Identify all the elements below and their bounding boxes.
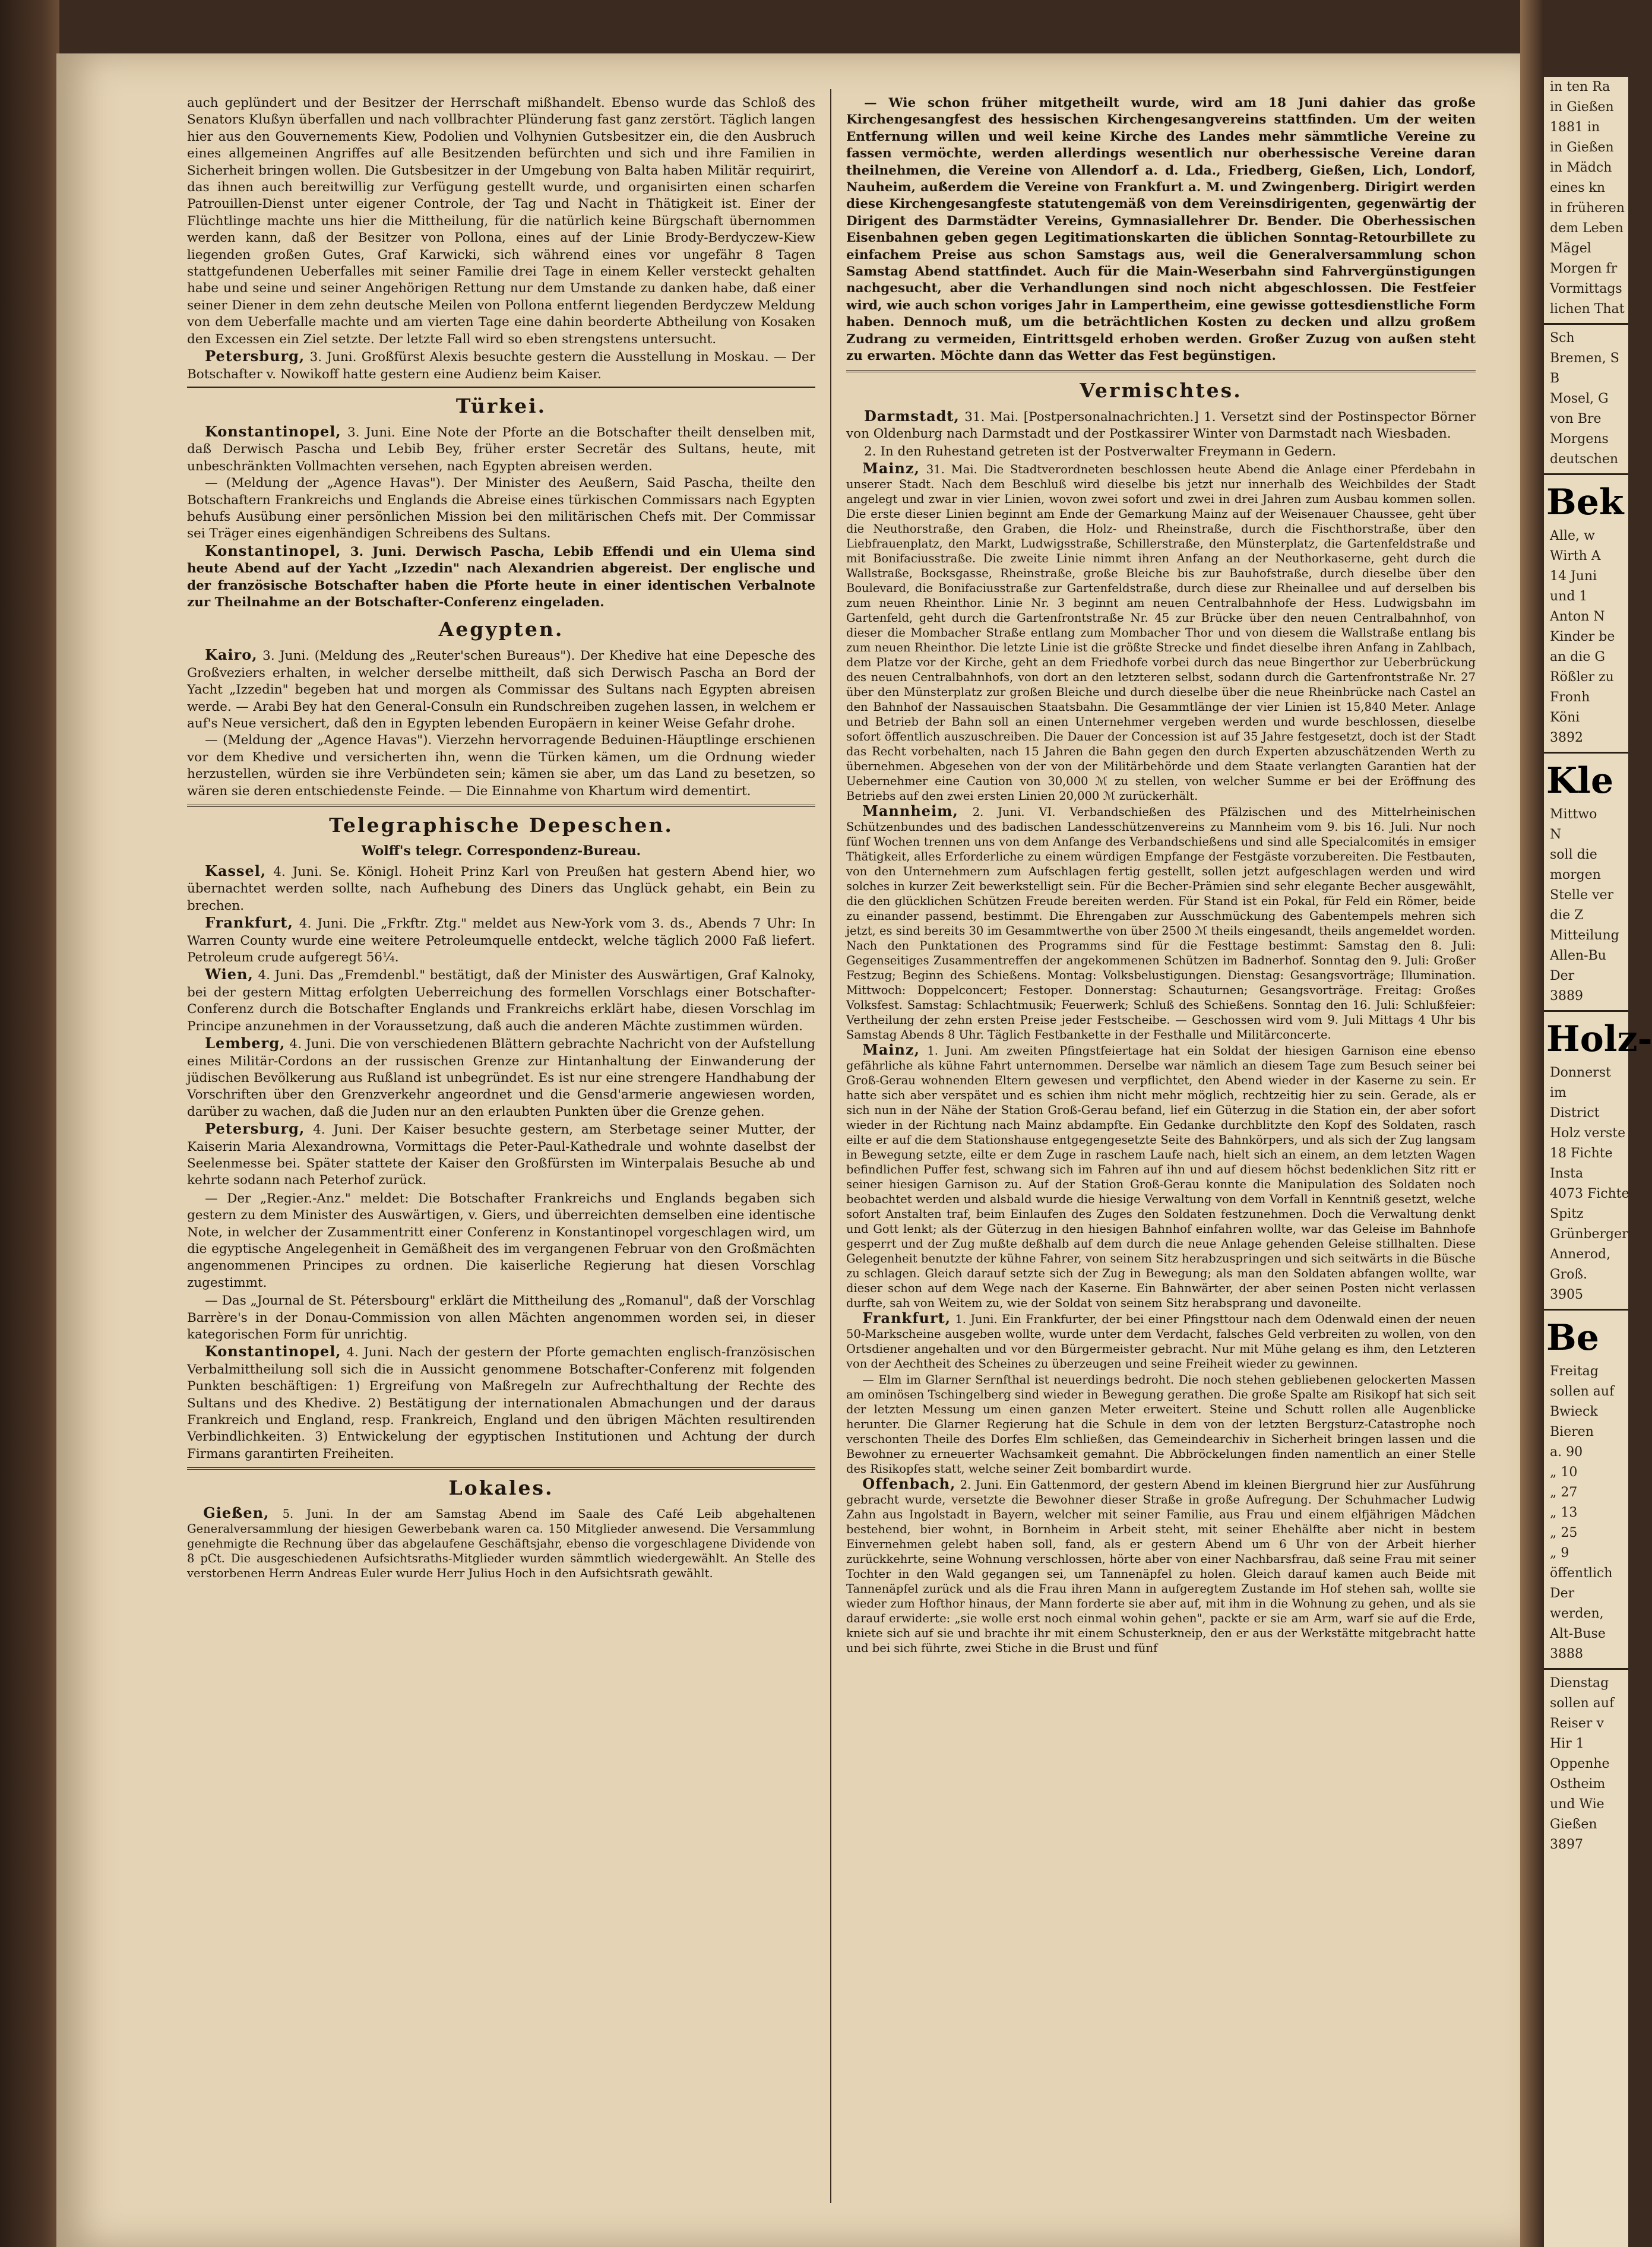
news-text: 2. Juni. VI. Verbandschießen des Pfälzischen und des Mittelrheinischen Schützenbundes und des badischen Landesschützenvereins zu Mannheim vom 9. bis 16. Juli. Nur noch fünf Wochen trennen uns von dem Anfange des Verbandschießens und sind alle Specialcomités in emsiger Thätigkeit, alles Erforderliche zu einem würdigen Empfange der Festgäste vorzubereiten. Die Festbauten, von den Unternehmern zum Aufschlagen fertig gestellt, sollen jetzt aufgeschlagen werden und wird solches in kurzer Zeit bewerkstelligt sein. Für die Becher-Prämien sind sehr elegante Becher ausgewählt, die den glücklichen Schützen Freude bereiten werden. Für Stand ist ein Pokal, für Feld ein Römer, beide zu einander passend, bestimmt. Die Ehrengaben zur Ausschmückung des Gabentempels mehren sich jetzt, es sind bereits 30 im Gesammtwerthe von über 2500 ℳ theils eingesandt, theils angemeldet worden. Nach den Punktationen des Programms sind für die Festtage bestimmt: Samstag den 8. Juli: Gegenseitiges Zusammentreffen der angekommenen Schützen im Badnerhof. Sonntag den 9. Juli: Großer Festzug; Beginn des Schießens. Montag: Volksbelustigungen. Dienstag: Gesangsvorträge; Illumination. Mittwoch: Doppelconcert; Festoper. Donnerstag: Schauturnen; Gesangsvorträge. Freitag: Großes Volksfest. Samstag: Schlachtmusik; Feuerwerk; Schluß des Schießens. Sonntag den 16. Juli: Schlußfeier: Vertheilung der zehn ersten Preise jeder Festscheibe. — Geschossen wird vom 9. Juli Mittags 4 Uhr bis Samstag Abends 8 Uhr. Täglich Festbankette in der Festhalle und Militärconcerte. <box>846 805 1476 1042</box>
fragment-heading: Holz- <box>1546 1018 1652 1060</box>
fragment-line: Ostheim <box>1550 1777 1606 1792</box>
news-text: 4. Juni. Se. Königl. Hoheit Prinz Karl von Preußen hat gestern Abend hier, wo übernachtet werden sollte, nach Aufhebung des Diners das Unglück gehabt, ein Bein zu brechen. <box>187 865 815 913</box>
news-text: 4. Juni. Der Kaiser besuchte gestern, am Sterbetage seiner Mutter, der Kaiserin Maria Alexandrowna, Vormittags die Peter-Paul-Kathedrale und wohnte daselbst der Seelenmesse bei. Später stattete der Kaiser den Großfürsten im Winterpalais Besuche ab und kehrte sodann nach Peterhof zurück. <box>187 1122 815 1188</box>
news-item <box>846 803 1476 1042</box>
news-item <box>187 1189 815 1292</box>
fragment-line: Reiser v <box>1550 1716 1604 1731</box>
news-text: 1. Juni. Am zweiten Pfingstfeiertage hat ein Soldat der hiesigen Garnison eine ebenso gefährliche als kühne Fahrt unternommen. Derselbe war nämlich an diesem Tage zum Besuch seiner bei Groß-Gerau wohnenden Eltern gewesen und verpflichtet, den Abend wieder in der Kaserne zu sein. Er hatte sich aber verspätet und es schien ihm nicht mehr möglich, rechtzeitig hier zu sein. Gerade, als er sich nun in der Nähe der Station Groß-Gerau befand, lief ein Güterzug in die Station ein, der aber sofort wieder in der Richtung nach Mainz abdampfte. Ein Gedanke durchblitzte den Kopf des Soldaten, rasch eilte er auf die dem Stationshause entgegengesetzte Seite des Bahnkörpers, und als sich der Zug langsam in Bewegung setzte, eilte er dem Zuge in raschem Laufe nach, hielt sich an einem, an dem letzten Wagen befindlichen Puffer fest, schwang sich im Fahren auf ihn und auf diesem höchst bedenklichen Sitz ritt er seiner hiesigen Garnison zu. Auf der Station Groß-Gerau konnte die Manipulation des Soldaten noch beobachtet werden und alsbald wurde die hiesige Verwaltung von dem Vorfall in Kenntniß gesetzt, welche sofort Anstalten traf, beim Einlaufen des Zuges den Soldaten festzunehmen. Doch die Verwaltung denkt und Gott lenkt; als der Güterzug in den hiesigen Bahnhof einfahren wollte, war das Geleise im Bahnhofe gesperrt und der Zug mußte deßhalb auf dem durch die neue Anlage gehenden Geleise stillhalten. Diese Gelegenheit benutzte der kühne Fahrer, von seinem Sitz herabzuspringen und sich seitwärts in die Büsche zu schlagen. Gleich darauf setzte sich der Zug in Bewegung; als man den Soldaten abfangen wollte, war dieser schon auf dem Wege nach der Kaserne. Ein Bahnwärter, der aber seinen Posten nicht verlassen durfte, sah von Weitem zu, wie der Soldat von seinem Sitz herabsprang und davoneilte. <box>846 1043 1476 1310</box>
news-item-bold <box>187 543 815 612</box>
right-column <box>846 95 1476 1656</box>
section-heading-telegraphische: Telegraphische Depeschen. <box>329 814 673 837</box>
fragment-line: sollen auf <box>1550 1696 1615 1711</box>
news-text: 4. Juni. Die von verschiedenen Blättern gebrachte Nachricht von der Aufstellung eines Militär-Cordons an der russischen Grenze zur Hintanhaltung der Einwanderung der jüdischen Bevölkerung aus Rußland ist unbegründet. Es ist nur eine strengere Handhabung der Vorschriften über den Grenzverkehr angeordnet und die Gensd'armerie angewiesen worden, darüber zu wachen, daß die Juden nur an den erlaubten Punkten über die Grenze gehen. <box>187 1037 815 1119</box>
section-rule <box>187 805 815 807</box>
dateline-place: Konstantinopel, <box>205 1343 341 1360</box>
fragment-line: „ 9 <box>1550 1546 1569 1561</box>
fragment-line: Gießen <box>1550 1817 1597 1832</box>
fragment-line: Alle, w <box>1550 528 1595 543</box>
fragment-line: Der <box>1550 1586 1575 1601</box>
section-rule <box>846 370 1476 372</box>
fragment-rule <box>1544 752 1628 754</box>
fragment-line: Alt-Buse <box>1550 1626 1606 1641</box>
news-text: 3. Juni. Derwisch Pascha, Lebib Effendi und ein Ulema sind heute Abend auf der Yacht „Izzedin" nach Alexandrien abgereist. Der englische und der französische Botschafter haben die Pforte heute in einer identischen Verbalnote zur Theilnahme an der Botschafter-Conferenz eingeladen. <box>187 544 815 610</box>
news-text: 31. Mai. Die Stadtverordneten beschlossen heute Abend die Anlage einer Pferdebahn in unserer Stadt. Nach dem Beschluß wird dieselbe bis jetzt nur innerhalb des Weichbildes der Stadt angelegt und zwar in vier Linien, wovon zwei sofort und zwei in drei Jahren zum Ausbau kommen sollen. Die erste dieser Linien beginnt am Ende der Gemarkung Mainz auf der Weisenauer Chaussee, geht über die Neuthorstraße, den Graben, die Holz- und Rheinstraße, durch die Fischthorstraße, über den Liebfrauenplatz, den Markt, Ludwigsstraße, Schillerstraße, den Münsterplatz, die Gartenfeldstraße und mit Bonifaciusstraße. Die zweite Linie nimmt ihren Anfang an der Neuthorkaserne, geht durch die Wallstraße, Bocksgasse, Rheinstraße, große Bleiche bis zur Bauhofstraße, durch dieselbe über den Boulevard, die Bonifaciusstraße zur Gartenfeldstraße, durch diese zur Rheinallee und auf derselben bis zum neuen Rheinthor. Linie Nr. 3 beginnt am neuen Centralbahnhofe der Hess. Ludwigsbahn im Gartenfeld, geht durch die Gartenfrontstraße Nr. 45 zur Brücke über den neuen Centralbahnhof, von dieser die Mombacher Straße entlang zum Mombacher Thor und von diesem die Wallstraße entlang bis zum neuen Rheinthor. Die letzte Linie ist die größte Strecke und findet dieselbe ihren Anfang in Zahlbach, dem Platze vor der Kirche, geht an dem Friedhofe vorbei durch das neue Bingerthor zur Ueberbrückung des neuen Centralbahnhofs, von dort an den letzteren selbst, sodann durch die Gartenfrontstraße Nr. 27 über den Münsterplatz zur großen Bleiche und durch dieselbe über die neue Rheinbrücke nach Castel an den Bahnhof der Nassauischen Staatsbahn. Die Gesammtlänge der vier Linien ist 15,840 Meter. Anlage und Betrieb der Bahn soll an einen Unternehmer vergeben werden und wurde beschlossen, dieselbe sofort öffentlich auszuschreiben. Die Dauer der Concession ist auf 35 Jahre festgesetzt, doch ist der Stadt das Recht vorbehalten, nach 15 Jahren die Bahn gegen den durch Experten abzuschätzenden Werth zu übernehmen. Abgesehen von der von der Militärbehörde und dem Staate verlangten Garantien hat der Uebernehmer eine Caution von 30,000 ℳ zu stellen, von welcher Summe er bei der Eröffnung des Betriebs auf den zwei ersten Linien 20,000 ℳ zurückerhält. <box>846 462 1476 803</box>
fragment-line: Hir 1 <box>1550 1736 1584 1751</box>
fragment-line: Mägel <box>1550 241 1591 256</box>
fragment-line: Sch <box>1550 331 1575 346</box>
fragment-line: soll die <box>1550 847 1597 862</box>
fragment-line: B <box>1550 371 1560 386</box>
news-text: 3. Juni. Eine Note der Pforte an die Botschafter theilt denselben mit, daß Derwisch Pascha und Lebib Bey, früher erster Secretär des Sultans, heute, mit unbeschränkten Vollmachten versehen, nach Egypten abreisen werden. <box>187 425 815 474</box>
fragment-number: 3897 <box>1550 1837 1583 1852</box>
news-item <box>187 1505 815 1581</box>
fragment-line: Dienstag <box>1550 1676 1609 1691</box>
fragment-line: in Mädch <box>1550 160 1612 175</box>
news-item <box>187 1343 815 1463</box>
dateline-place: Darmstadt, <box>864 407 960 425</box>
fragment-line: a. 90 <box>1550 1445 1583 1460</box>
fragment-line: Der <box>1550 969 1575 983</box>
fragment-rule <box>1544 1309 1628 1311</box>
fragment-line: von Bre <box>1550 412 1602 426</box>
dateline-place: Kairo, <box>205 646 258 664</box>
news-text: 2. Juni. Ein Gattenmord, der gestern Abend im kleinen Biergrund hier zur Ausführung gebracht wurde, versetzte die Bewohner dieser Straße in große Aufregung. Der Schuhmacher Ludwig Zahn aus Ingolstadt in Bayern, welcher mit seiner Familie, aus Frau und einem elfjährigen Mädchen bestehend, bier wohnt, in Bornheim in Arbeit steht, mit seiner Ehehälfte aber nicht in bestem Einvernehmen gelebt haben soll, fand, als er gestern Abend um 6 Uhr von der Arbeit hierher zurückkehrte, seine Wohnung verschlossen, hörte aber von einer Nachbarsfrau, daß seine Frau mit seiner Tochter in den Wald gegangen sei, um Tannenäpfel zu holen. Gleich darauf kamen auch Beide mit Tannenäpfel zurück und als die Frau ihren Mann in aufgeregtem Zustande im Hof stehen sah, wollte sie wieder zum Hofthor hinaus, der Mann forderte sie aber auf, mit ihm in die Wohnung zu gehen, und als sie darauf erwiderte: „sie wolle erst noch einmal wohin gehen", packte er sie am Arm, warf sie auf die Erde, kniete sich auf sie und brachte ihr mit einem Schusterkneip, den er aus der Werkstätte mitgebracht hatte und bei sich führte, zwei Stiche in die Brust und fünf <box>846 1477 1476 1655</box>
fragment-line: 1881 in <box>1550 120 1600 135</box>
dateline-place: Lemberg, <box>205 1034 286 1052</box>
fragment-rule <box>1544 473 1628 475</box>
scan-edge <box>0 0 59 2247</box>
news-item <box>846 461 1476 803</box>
news-item <box>846 1311 1476 1371</box>
fragment-line: Bwieck <box>1550 1404 1598 1419</box>
news-item <box>187 863 815 914</box>
fragment-line: 14 Juni <box>1550 569 1597 584</box>
news-item <box>187 1035 815 1121</box>
fragment-line: die Z <box>1550 908 1584 923</box>
fragment-rule <box>1544 323 1628 325</box>
fragment-line: öffentlich <box>1550 1566 1613 1581</box>
news-text: — Das „Journal de St. Pétersbourg" erklärt die Mittheilung des „Romanul", daß der Vorschlag Barrère's in der Donau-Commission von allen Mächten angenommen worden sei, in dieser kategorischen Form für unrichtig. <box>187 1293 815 1342</box>
fragment-line: dem Leben <box>1550 221 1623 236</box>
fragment-line: 3905 <box>1550 1287 1583 1302</box>
fragment-line: Annerod, <box>1550 1247 1611 1262</box>
dateline-place: Konstantinopel, <box>205 542 341 559</box>
dateline-place: Mainz, <box>862 459 920 477</box>
dateline-place: Offenbach, <box>862 1474 956 1492</box>
fragment-line: morgen <box>1550 868 1601 882</box>
fragment-line: Spitz <box>1550 1207 1584 1221</box>
fragment-line: Mitteilung <box>1550 928 1619 943</box>
news-text: 4. Juni. Nach der gestern der Pforte gemachten englisch-französischen Verbalmittheilung soll sich die in Aussicht genommene Botschafter-Conferenz mit folgenden Punkten beschäftigen: 1) Ergreifung von Maßregeln zur Aufrechthaltung der Rechte des Sultans und des Khedive. 2) Bestätigung der internationalen Abmachungen und der daraus Frankreich und England, resp. Frankreich, England und den übrigen Mächten resultirenden Verbindlichkeiten. 3) Entwickelung der egyptischen Institutionen und Achtung der durch Firmans garantirten Freiheiten. <box>187 1345 815 1461</box>
dateline-place: Mainz, <box>862 1040 920 1058</box>
fragment-number: 3888 <box>1550 1647 1583 1661</box>
fragment-block <box>1544 1362 1628 1644</box>
section-heading-tuerkei: Türkei. <box>455 394 547 417</box>
fragment-line: „ 27 <box>1550 1485 1578 1500</box>
fragment-line: Insta <box>1550 1166 1584 1181</box>
dateline-place: Petersburg, <box>205 1120 305 1138</box>
section-heading-aegypten: Aegypten. <box>438 618 564 641</box>
book-gutter <box>1520 0 1544 2247</box>
section-heading-lokales: Lokales. <box>448 1476 554 1500</box>
intro-paragraph: auch geplündert und der Besitzer der Herrschaft mißhandelt. Ebenso wurde das Schloß des Senators Klußyn überfallen und nach vollbrachter Plünderung fast ganz zerstört. Täglich langen hier aus den Gouvernements Kiew, Podolien und Volhynien Gutsbesitzer ein, die den Ausbruch eines allgemeinen Angriffes auf alle Besitzenden befürchten und sich und ihre Familien in Sicherheit bringen wollen. Die Gutsbesitzer in der Umgebung von Balta haben Militär requirirt, das ihnen auch bereitwillig zur Verfügung gestellt wurde, und organisirten einen scharfen Patrouillen-Dienst unter eigener Controle, der Tag und Nacht in Thätigkeit ist. Einer der Flüchtlinge machte uns hier die Mittheilung, für die natürlich keine Bürgschaft übernommen werden kann, daß der Besitzer von Pollona, eines auf der Linie Brody-Berdyczew-Kiew liegenden großen Gutes, Graf Karwicki, sich während eines vor ungefähr 8 Tagen stattgefundenen Ueberfalles mit seiner Familie drei Tage in einem Keller versteckt gehalten habe und seine und seiner Angehörigen Rettung nur dem Umstande zu danken habe, daß einer seiner Diener in dem zehn deutsche Meilen von Pollona entfernt liegenden Berdyczew Meldung von dem Ueberfalle machte und am vierten Tage eine dahin beorderte Abtheilung von Kosaken den Excessen ein Ziel setzte. Der letzte Fall wird so eben strengstens untersucht. <box>187 96 815 347</box>
fragment-line: Allen-Bu <box>1550 948 1606 963</box>
fragment-line: Grünberger <box>1550 1227 1628 1242</box>
fragment-line: und 1 <box>1550 589 1588 604</box>
fragment-line: lichen That <box>1550 302 1625 317</box>
fragment-line: an die G <box>1550 650 1605 664</box>
fragment-block <box>1544 1063 1628 1305</box>
fragment-line: Wirth A <box>1550 549 1601 564</box>
fragment-line: Rößler zu <box>1550 670 1614 685</box>
news-item <box>187 647 815 732</box>
fragment-line: Morgens <box>1550 432 1609 447</box>
news-item-kirchengesangfest: — Wie schon früher mitgetheilt wurde, wird am 18 Juni dahier das große Kirchengesangfest des hessischen Kirchengesangvereins stattfinden. Um der weiten Entfernung willen und weil keine Kirche des Landes mehr sämmtliche Vereine zu fassen vermöchte, werden allerdings wesentlich nur oberhessische Vereine daran theilnehmen, die Vereine von Allendorf a. d. Lda., Friedberg, Gießen, Lich, Londorf, Nauheim, außerdem die Vereine von Frankfurt a. M. und Zwingenberg. Dirigirt werden diese Kirchengesangfeste statutengemäß von dem Vereinsdirigenten, gegenwärtig der Dirigent des Darmstädter Vereins, Gymnasiallehrer Dr. Bender. Die Oberhessischen Eisenbahnen geben gegen Legitimationskarten die üblichen Sonntag-Retourbillete zu einfachem Preise aus schon Samstags aus, weil die Generalversammlung schon Samstag Abend stattfindet. Auch für die Main-Weserbahn sind Fahrvergünstigungen nachgesucht, aber die Verhandlungen sind noch nicht abgeschlossen. Die Festfeier wird, wie auch schon voriges Jahr in Lampertheim, eine gewisse gottesdienstliche Form haben. Dennoch muß, um die beträchtlichen Kosten zu decken und allzu großem Zudrang zu vermeiden, Eintrittsgeld erhoben werden. Großer Zuzug von außen steht zu erwarten. Möchte dann das Wetter das Fest begünstigen. <box>846 96 1476 364</box>
fragment-number: 3892 <box>1550 730 1583 745</box>
adjacent-page-fragment <box>1544 77 1652 2247</box>
dateline-place: Wien, <box>205 966 254 983</box>
fragment-line: Mittwo <box>1550 807 1597 822</box>
fragment-block <box>1544 805 1628 986</box>
fragment-line: „ 13 <box>1550 1505 1578 1520</box>
fragment-line: Stelle ver <box>1550 888 1613 903</box>
fragment-line: 4073 Fichte <box>1550 1186 1629 1201</box>
news-text: 2. In den Ruhestand getreten ist der Postverwalter Freymann in Gedern. <box>864 444 1337 460</box>
fragment-line: Kinder be <box>1550 629 1615 644</box>
dateline-place: Kassel, <box>205 862 267 880</box>
fragment-line: Bremen, S <box>1550 351 1619 366</box>
fragment-heading: Be <box>1546 1317 1599 1359</box>
news-text: — Elm im Glarner Sernfthal ist neuerdings bedroht. Die noch stehen gebliebenen gelockerten Massen am ominösen Tschingelberg sind wieder in Bewegung gerathen. Die große Spalte am Risikopf hat sich seit der letzten Messung um einen ganzen Meter erweitert. Steine und Schutt rollen alle Augenblicke herunter. Die Glarner Regierung hat die Schule in dem von der letzten Bergsturz-Catastrophe noch verschonten Theile des Dorfes Elm schließen, das Gemeindearchiv in Sicherheit bringen lassen und die Bewohner zu erneuerter Wachsamkeit gemahnt. Die Abbröckelungen finden namentlich an einer Stelle des Risikopfes statt, welche seiner Zeit bombardirt wurde. <box>846 1372 1476 1476</box>
fragment-line: Fronh <box>1550 690 1590 705</box>
fragment-block <box>1544 526 1628 728</box>
fragment-line: in Gießen <box>1550 100 1614 115</box>
news-item-petersburg <box>187 348 815 383</box>
fragment-block <box>1544 77 1628 319</box>
fragment-line: Freitag <box>1550 1364 1599 1379</box>
fragment-line: eines kn <box>1550 181 1606 195</box>
fragment-line: Holz verste <box>1550 1126 1626 1141</box>
news-item <box>846 408 1476 443</box>
news-item <box>846 1476 1476 1656</box>
fragment-line: Oppenhe <box>1550 1757 1610 1771</box>
news-text: — Der „Regier.-Anz." meldet: Die Botschafter Frankreichs und Englands begaben sich gestern zu dem Minister des Auswärtigen, v. Giers, und überreichten demselben eine identische Note, in welcher der Zusammentritt einer Conferenz in Konstantinopel vorgeschlagen wird, um die egyptische Angelegenheit in Gemäßheit des im vergangenen Februar von den Großmächten angenommenen Principes zu ordnen. Die kaiserliche Regierung hat diesen Vorschlag zugestimmt. <box>187 1191 815 1290</box>
news-text: 4. Juni. Die „Frkftr. Ztg." meldet aus New-York vom 3. ds., Abends 7 Uhr: In Warren County wurde eine weitere Petroleumquelle entdeckt, welche täglich 2000 Faß liefert. Petroleum crude aufgeregt 56¼. <box>187 916 815 966</box>
news-item <box>846 1042 1476 1311</box>
left-column <box>187 95 815 1581</box>
fragment-line: im <box>1550 1085 1566 1100</box>
fragment-rule <box>1544 1668 1628 1670</box>
news-item: — (Meldung der „Agence Havas"). Vierzehn hervorragende Beduinen-Häuptlinge erschienen vor dem Khedive und versicherten ihn, wenn die Türken kämen, um die Ordnung wieder herzustellen, würden sie ihre Verbündeten sein; kämen sie aber, um das Land zu besetzen, so wären sie deren entschiedenste Feinde. — Die Einnahme von Khartum wird dementirt. <box>187 733 815 799</box>
dateline-place: Konstantinopel, <box>205 422 341 440</box>
news-text: 31. Mai. [Postpersonalnachrichten.] 1. Versetzt sind der Postinspector Börner von Oldenburg nach Darmstadt und der Postkassirer Winter von Darmstadt nach Wiesbaden. <box>846 409 1476 441</box>
section-rule <box>187 1467 815 1470</box>
fragment-line: Köni <box>1550 710 1580 725</box>
news-text: 4. Juni. Das „Fremdenbl." bestätigt, daß der Minister des Auswärtigen, Graf Kalnoky, bei der gestern Mittag erfolgten Ueberreichung des formellen Vorschlags einer Botschafter-Conferenz durch die Botschafter Englands und Frankreichs erklärt habe, diesen Vorschlag im Principe anzunehmen in der Voraussetzung, daß auch die anderen Mächte zustimmen würden. <box>187 968 815 1034</box>
fragment-line: Bieren <box>1550 1425 1594 1439</box>
news-item <box>187 966 815 1035</box>
fragment-rule <box>1544 1010 1628 1012</box>
dateline-place: Frankfurt, <box>205 914 293 932</box>
fragment-line: N <box>1550 827 1562 842</box>
fragment-heading: Kle <box>1546 760 1614 802</box>
fragment-block <box>1544 1673 1628 1835</box>
news-item <box>187 423 815 475</box>
fragment-line: District <box>1550 1106 1600 1121</box>
news-item <box>846 442 1476 460</box>
fragment-line: Mosel, G <box>1550 391 1609 406</box>
news-text: 3. Juni. Großfürst Alexis besuchte gestern die Ausstellung in Moskau. — Der Botschafter v. Nowikoff hatte gestern eine Audienz beim Kaiser. <box>187 350 815 382</box>
fragment-line: „ 25 <box>1550 1526 1578 1540</box>
fragment-line: deutschen <box>1550 452 1619 467</box>
news-item <box>187 1121 815 1189</box>
fragment-line: sollen auf <box>1550 1384 1615 1399</box>
section-subheading: Wolff's telegr. Correspondenz-Bureau. <box>361 843 641 859</box>
fragment-heading: Bek <box>1546 482 1624 523</box>
news-text: 3. Juni. (Meldung des „Reuter'schen Bureaus"). Der Khedive hat eine Depesche des Großveziers erhalten, in welcher derselbe mittheilt, daß sich Derwisch Pascha an Bord der Yacht „Izzedin" begeben hat und morgen als Commissar des Sultans nach Egypten abreisen werde. — Arabi Bey hat den General-Consuln ein Rundschreiben zugehen lassen, in welchem er auf's Neue versichert, daß den in Egypten lebenden Europäern in keiner Weise Gefahr drohe. <box>187 648 815 731</box>
news-text: 5. Juni. In der am Samstag Abend im Saale des Café Leib abgehaltenen Generalversammlung der hiesigen Gewerbebank waren ca. 150 Mitglieder anwesend. Die Versammlung genehmigte die Rechnung über das abgelaufene Geschäftsjahr, ebenso die vorgeschlagene Dividende von 8 pCt. Die ausgeschiedenen Aufsichtsraths-Mitglieder wurden sämmtlich wiedergewählt. An Stelle des verstorbenen Herrn Andreas Euler wurde Herr Julius Hoch in den Aufsichtsrath gewählt. <box>187 1507 815 1581</box>
news-item <box>187 1292 815 1343</box>
dateline-place: Mannheim, <box>862 802 958 819</box>
dateline-place: Petersburg, <box>205 347 305 365</box>
news-item <box>187 914 815 966</box>
dateline-place: Gießen, <box>203 1504 270 1522</box>
fragment-line: in ten Ra <box>1550 80 1610 94</box>
fragment-line: in Gießen <box>1550 140 1614 155</box>
fragment-line: in früheren <box>1550 201 1625 216</box>
fragment-line: „ 10 <box>1550 1465 1578 1480</box>
dateline-place: Frankfurt, <box>862 1309 951 1327</box>
news-text: 1. Juni. Ein Frankfurter, der bei einer Pfingsttour nach dem Odenwald einen der neuen 50-Markscheine ausgeben wollte, wurde unter dem Verdacht, falsches Geld verbreiten zu wollen, von den Ortsdiener angehalten und vor den Bürgermeister gebracht. Nur mit Mühe gelang es ihm, den Letzteren von der Aechtheit des Scheines zu überzeugen und seine Freiheit wieder zu gewinnen. <box>846 1312 1476 1371</box>
fragment-line: Vormittags <box>1550 281 1622 296</box>
section-rule <box>187 387 815 388</box>
fragment-number: 3889 <box>1550 989 1583 1004</box>
fragment-line: werden, <box>1550 1606 1604 1621</box>
fragment-line: Anton N <box>1550 609 1605 624</box>
column-divider <box>830 89 831 2203</box>
news-item <box>846 1371 1476 1476</box>
fragment-line: Groß. <box>1550 1267 1588 1282</box>
fragment-line: und Wie <box>1550 1797 1604 1812</box>
fragment-line: Morgen fr <box>1550 261 1618 276</box>
fragment-line: 18 Fichte <box>1550 1146 1613 1161</box>
fragment-line: Donnerst <box>1550 1065 1611 1080</box>
section-heading-vermischtes: Vermischtes. <box>1080 378 1242 402</box>
news-item: — (Meldung der „Agence Havas"). Der Minister des Aeußern, Said Pascha, theilte den Botschaftern Frankreichs und Englands die Abreise eines türkischen Commissars nach Egypten behufs Ausübung einer persönlichen Mission bei den militärischen Chefs mit. Der Commissar sei Träger eines eigenhändigen Schreibens des Sultans. <box>187 476 815 542</box>
fragment-block <box>1544 328 1628 470</box>
